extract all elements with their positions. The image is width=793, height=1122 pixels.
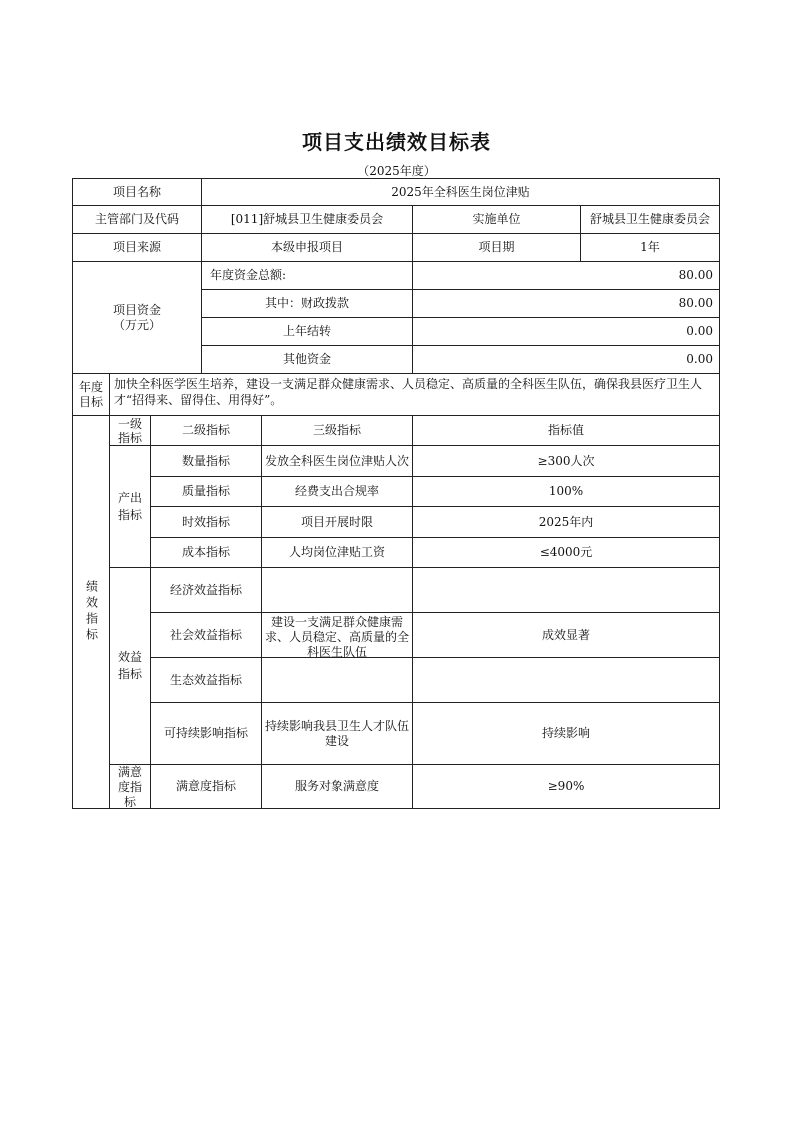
output-row-level2: 成本指标: [150, 537, 262, 568]
funds-other-value: 0.00: [412, 345, 720, 374]
period-value: 1年: [580, 233, 720, 262]
output-row-value: ≥300人次: [412, 445, 720, 477]
funds-carryover-label: 上年结转: [201, 317, 413, 346]
output-row-level3: 人均岗位津贴工资: [261, 537, 413, 568]
header-value: 指标值: [412, 415, 720, 446]
header-level2: 二级指标: [150, 415, 262, 446]
funds-fiscal-label: 其中：财政拨款: [201, 289, 413, 318]
output-row-level2: 质量指标: [150, 476, 262, 507]
goal-text: 加快全科医学医生培养，建设一支满足群众健康需求、人员稳定、高质量的全科医生队伍，确保我县医疗卫生人才“招得来、留得住、用得好”。: [109, 373, 720, 416]
impl-value: 舒城县卫生健康委员会: [580, 205, 720, 234]
output-row-level2: 数量指标: [150, 445, 262, 477]
benefit-row-level2: 生态效益指标: [150, 657, 262, 703]
benefit-row-value: [412, 567, 720, 613]
page-title: 项目支出绩效目标表: [302, 130, 491, 154]
satisfaction-level3: 服务对象满意度: [261, 764, 413, 809]
source-value: 本级申报项目: [201, 233, 413, 262]
header-level3: 三级指标: [261, 415, 413, 446]
dept-label: 主管部门及代码: [72, 205, 202, 234]
funds-total-value: 80.00: [412, 261, 720, 290]
fiscal-year: （2025年度）: [357, 164, 436, 178]
benefit-row-value: 成效显著: [412, 612, 720, 658]
funds-label: 项目资金: [112, 302, 161, 317]
output-row-value: ≤4000元: [412, 537, 720, 568]
dept-value: [011]舒城县卫生健康委员会: [201, 205, 413, 234]
period-label: 项目期: [412, 233, 581, 262]
satisfaction-label: 满意度指标: [117, 765, 142, 809]
benefit-row-level3: [261, 567, 413, 613]
funds-carryover-value: 0.00: [412, 317, 720, 346]
benefit-row-level2: 经济效益指标: [150, 567, 262, 613]
project-name-value: 2025年全科医生岗位津贴: [201, 178, 720, 206]
benefit-row-level3: [261, 657, 413, 703]
goal-label-cell: [72, 373, 110, 416]
goal-label-line1: 年度: [78, 379, 103, 394]
funds-unit: （万元）: [112, 317, 161, 332]
funds-other-label: 其他资金: [201, 345, 413, 374]
funds-fiscal-value: 80.00: [412, 289, 720, 318]
impl-label: 实施单位: [412, 205, 581, 234]
output-row-value: 2025年内: [412, 506, 720, 538]
output-label-cell: [109, 445, 151, 568]
satisfaction-label-cell: [109, 764, 151, 809]
benefit-row-level2: 可持续影响指标: [150, 702, 262, 765]
output-row-level2: 时效指标: [150, 506, 262, 538]
funds-total-label: 年度资金总额:: [201, 261, 413, 290]
benefit-label-cell: [109, 567, 151, 765]
output-row-level3: 经费支出合规率: [261, 476, 413, 507]
source-label: 项目来源: [72, 233, 202, 262]
indicators-section-label: 绩效指标: [84, 580, 99, 644]
benefit-row-value: [412, 657, 720, 703]
benefit-row-level3: 持续影响我县卫生人才队伍建设: [261, 702, 413, 765]
goal-label-line2: 目标: [78, 394, 103, 409]
indicators-section-cell: [72, 415, 110, 809]
benefit-row-level3: 建设一支满足群众健康需求、人员稳定、高质量的全科医生队伍: [261, 612, 413, 658]
benefit-label: 效益指标: [117, 650, 142, 681]
satisfaction-value: ≥90%: [412, 764, 720, 809]
project-name-label: 项目名称: [72, 178, 202, 206]
header-level1: 一级指标: [109, 415, 151, 446]
output-row-level3: 项目开展时限: [261, 506, 413, 538]
benefit-row-value: 持续影响: [412, 702, 720, 765]
funds-label-cell: [72, 261, 202, 374]
output-row-level3: 发放全科医生岗位津贴人次: [261, 445, 413, 477]
output-row-value: 100%: [412, 476, 720, 507]
output-label: 产出指标: [117, 490, 142, 522]
satisfaction-level2: 满意度指标: [150, 764, 262, 809]
benefit-row-level2: 社会效益指标: [150, 612, 262, 658]
